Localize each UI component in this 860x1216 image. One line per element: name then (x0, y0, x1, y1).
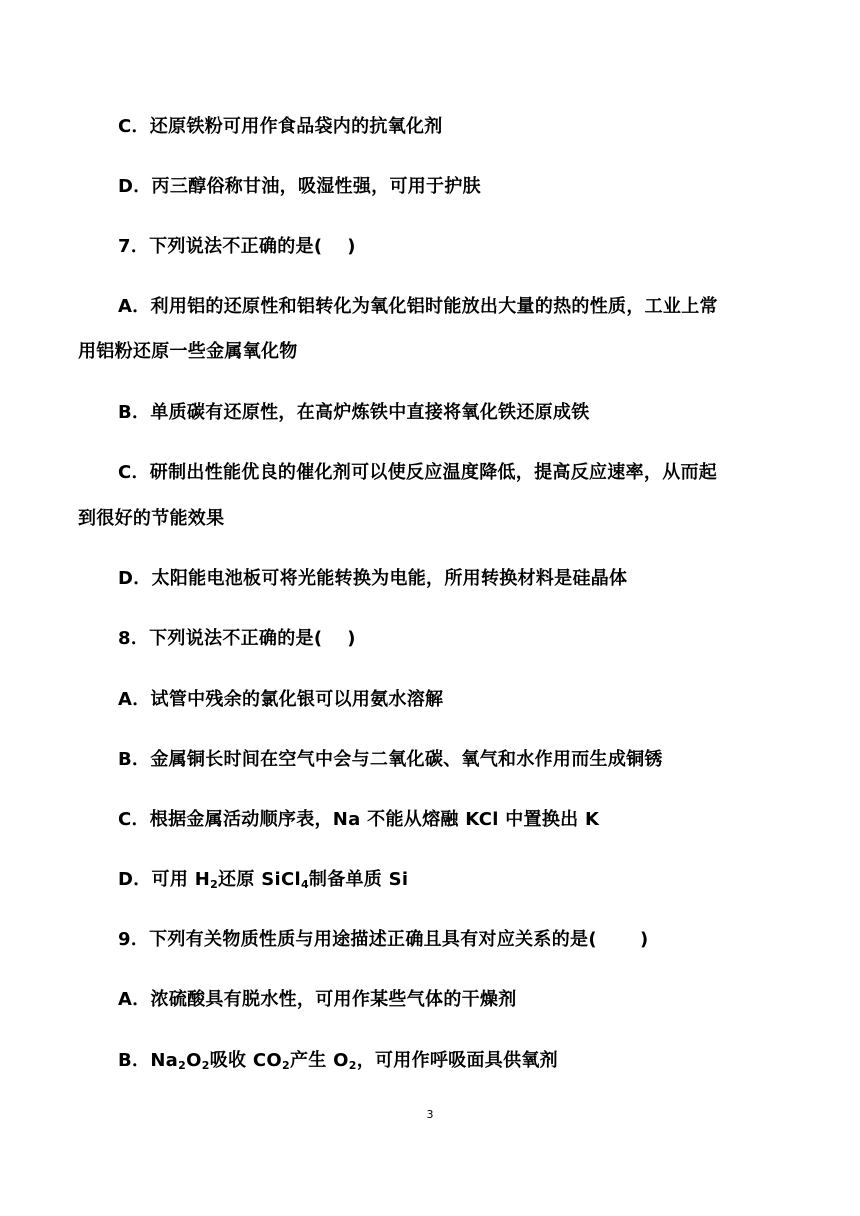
page-number: 3 (426, 1108, 434, 1121)
option-c-q7-cont: 到很好的节能效果 (78, 508, 225, 529)
question-7: 7．下列说法不正确的是( ) (118, 236, 356, 257)
option-a-q7: A．利用铝的还原性和铝转化为氧化铝时能放出大量的热的性质，工业上常 (118, 296, 718, 317)
option-d-q8: D．可用 $H_2$还原 SiCl$_4$制备单质 Si (118, 869, 409, 891)
option-d-q6: D．丙三醇俗称甘油，吸湿性强，可用于护肤 (118, 176, 481, 197)
question-9: 9．下列有关物质性质与用途描述正确且具有对应关系的是( ) (118, 929, 649, 950)
option-b-q9: B．$Na_2O_2$吸收 $CO_2$产生 $O_2$，可用作呼吸面具供氧剂 (118, 1050, 558, 1072)
option-a-q8: A．试管中残余的氯化银可以用氨水溶解 (118, 689, 444, 710)
option-c-q6: C．还原铁粉可用作食品袋内的抗氧化剂 (118, 116, 443, 137)
option-b-q7: B．单质碳有还原性，在高炉炼铁中直接将氧化铁还原成铁 (118, 402, 590, 423)
option-c-q7: C．研制出性能优良的催化剂可以使反应温度降低，提高反应速率，从而起 (118, 462, 718, 483)
option-b-q8: B．金属铜长时间在空气中会与二氧化碳、氧气和水作用而生成铜锈 (118, 749, 663, 770)
option-d-q7: D．太阳能电池板可将光能转换为电能，所用转换材料是硅晶体 (118, 568, 628, 589)
option-c-q8: C．根据金属活动顺序表，Na 不能从熔融 KCl 中置换出 K (118, 809, 600, 830)
question-8: 8．下列说法不正确的是( ) (118, 628, 356, 649)
option-a-q7-cont: 用铝粉还原一些金属氧化物 (78, 341, 298, 362)
option-a-q9: A．浓硫酸具有脱水性，可用作某些气体的干燥剂 (118, 989, 517, 1010)
